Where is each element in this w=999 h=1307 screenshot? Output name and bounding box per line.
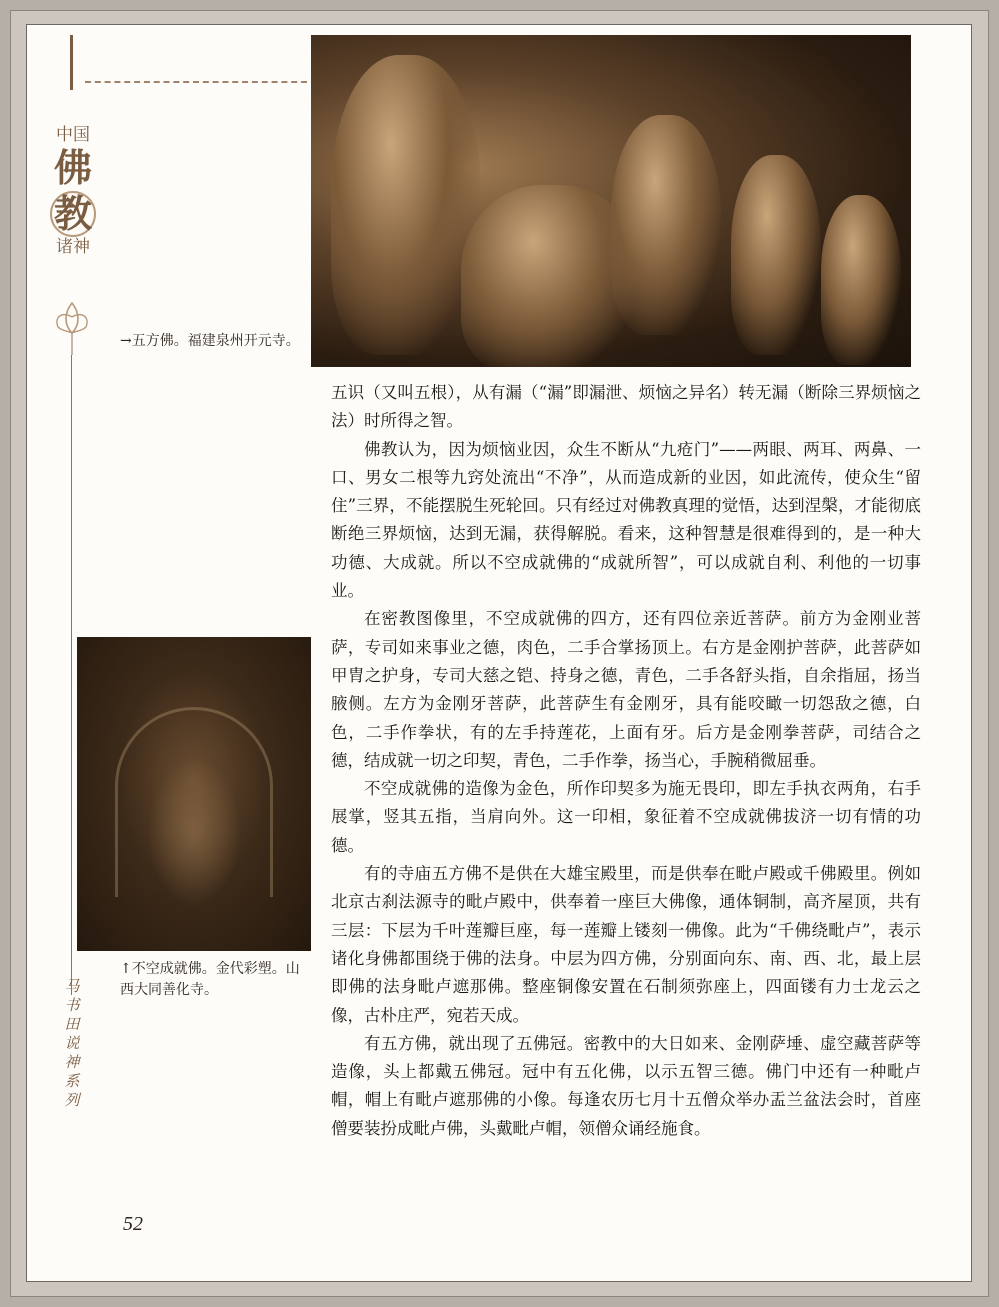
decorative-thin-rule bbox=[71, 355, 72, 995]
series-title-small-1: 中国 bbox=[56, 125, 90, 145]
page-number: 52 bbox=[123, 1213, 143, 1235]
paragraph: 在密教图像里，不空成就佛的四方，还有四位亲近菩萨。前方为金刚业菩萨，专司如来事业之德，肉色，二手合掌扬顶上。右方是金刚护菩萨，此菩萨如甲胄之护身，专司大慈之铠、持身之德，青色，二手各舒头指，自余指屈，扬当腋侧。左方为金刚牙菩萨，此菩萨生有金刚牙，具有能咬瞰一切怨敌之德，白色，二手作拳状，有的左手持莲花，上面有牙。后方是金刚拳菩萨，司结合之德，结成就一切之印契，青色，二手作拳，扬当心，手腕稍微屈垂。 bbox=[331, 609, 921, 770]
series-title-small-2: 诸神 bbox=[56, 237, 90, 257]
paragraph: 不空成就佛的造像为金色，所作印契多为施无畏印，即左手执衣两角，右手展掌，竖其五指，当肩向外。这一印相，象征着不空成就佛拔济一切有情的功德。 bbox=[331, 779, 921, 855]
photo-amoghasiddhi-buddha bbox=[77, 637, 311, 951]
series-title bbox=[49, 125, 97, 257]
paragraph: 有的寺庙五方佛不是供在大雄宝殿里，而是供奉在毗卢殿或千佛殿里。例如北京古刹法源寺的毗卢殿中，供奉着一座巨大佛像，通体铜制，高齐屋顶，共有三层：下层为千叶莲瓣巨座，每一莲瓣上镂刻一佛像。此为“千佛绕毗卢”，表示诸化身佛都围绕于佛的法身。中层为四方佛，分别面向东、南、西、北，最上层即佛的法身毗卢遮那佛。整座铜像安置在石制须弥座上，四面镂有力士龙云之像，古朴庄严，宛若天成。 bbox=[331, 864, 921, 1025]
lotus-ornament-icon bbox=[52, 297, 92, 357]
paragraph: 五识（又叫五根），从有漏（“漏”即漏泄、烦恼之异名）转无漏（断除三界烦恼之法）时所得之智。 bbox=[331, 383, 921, 431]
series-title-big-1: 佛 bbox=[53, 145, 92, 190]
decorative-vertical-rule bbox=[70, 35, 73, 90]
series-title-big-2: 教 bbox=[50, 191, 96, 237]
paragraph: 有五方佛，就出现了五佛冠。密教中的大日如来、金刚萨埵、虚空藏菩萨等造像，头上都戴五佛冠。冠中有五化佛，以示五智三德。佛门中还有一种毗卢帽，帽上有毗卢遮那佛的小像。每逢农历七月十五僧众举办盂兰盆法会时，首座僧要装扮成毗卢佛，头戴毗卢帽，领僧众诵经施食。 bbox=[331, 1033, 921, 1138]
paragraph: 佛教认为，因为烦恼业因，众生不断从“九疮门”——两眼、两耳、两鼻、一口、男女二根等九窍处流出“不净”，从而造成新的业因，如此流传，使众生“留住”三界，不能摆脱生死轮回。只有经过对佛教真理的觉悟，达到涅槃，才能彻底断绝三界烦恼，达到无漏，获得解脱。看来，这种智慧是很难得到的，是一种大功德、大成就。所以不空成就佛的“成就所智”，可以成就自利、利他的一切事业。 bbox=[331, 439, 921, 601]
series-spine-label: 马书田说神系列 bbox=[64, 977, 80, 1109]
photo-five-buddhas bbox=[311, 35, 911, 367]
caption-top-photo: →五方佛。福建泉州开元寺。 bbox=[120, 333, 300, 349]
book-page bbox=[26, 24, 972, 1282]
decorative-dashed-rule bbox=[85, 81, 307, 83]
body-text bbox=[331, 379, 921, 1143]
caption-bottom-photo: ↑不空成就佛。金代彩塑。山西大同善化寺。 bbox=[120, 961, 300, 998]
